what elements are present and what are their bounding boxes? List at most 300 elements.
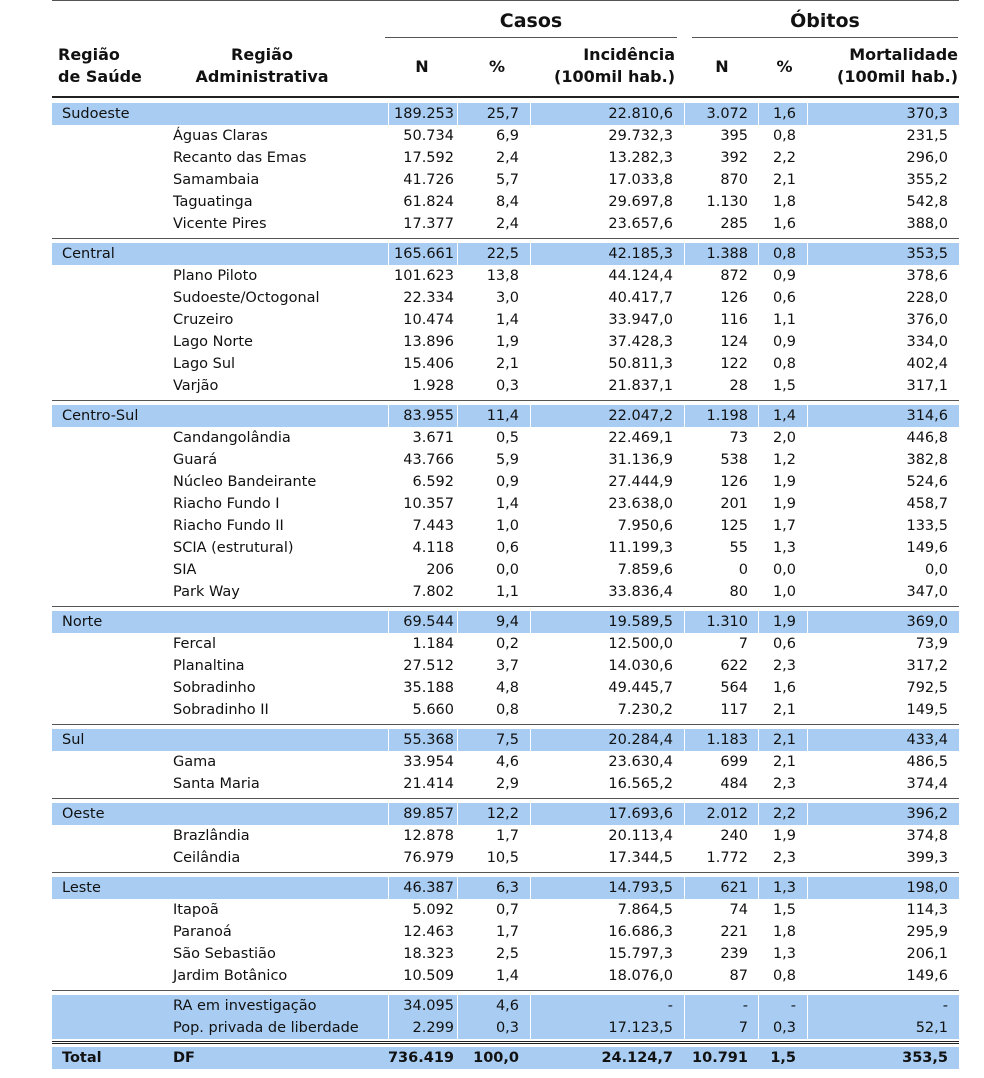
group-header-obitos: Óbitos: [790, 10, 860, 32]
col-header-regiao-saude-line1: Região: [58, 45, 120, 64]
cell-pct: 3,0: [495, 290, 519, 306]
cell-divider: [807, 611, 808, 633]
cell-inc: 16.565,2: [608, 776, 673, 792]
cell-divider: [388, 405, 389, 427]
cell-n: 10.474: [403, 312, 454, 328]
table-row: [52, 899, 959, 921]
region-summary-row: [52, 1017, 959, 1039]
cell-n: 7.443: [412, 518, 454, 534]
col-header-regiao-admin-line2: Administrativa: [195, 67, 329, 86]
header-rule: [52, 96, 959, 98]
region-summary-row: [52, 243, 959, 265]
cell-divider: [684, 103, 685, 125]
cell-pct2: 1,5: [770, 1050, 796, 1066]
cell-n: 4.118: [412, 540, 454, 556]
cell-mort: 370,3: [906, 106, 948, 122]
cell-n2: 28: [729, 378, 748, 394]
cell-mort: 317,1: [906, 378, 948, 394]
cell-pct: 1,9: [495, 334, 519, 350]
cell-n: 69.544: [403, 614, 454, 630]
cell-n: 17.377: [403, 216, 454, 232]
cell-regiao-administrativa: Itapoã: [173, 902, 219, 918]
cell-divider: [457, 405, 458, 427]
table-row: [52, 213, 959, 235]
cell-mort: 149,6: [906, 968, 948, 984]
cell-divider: [684, 405, 685, 427]
cell-divider: [457, 729, 458, 751]
cell-regiao-administrativa: Cruzeiro: [173, 312, 234, 328]
cell-pct: 0,0: [495, 562, 519, 578]
table-row: [52, 515, 959, 537]
cell-divider: [758, 803, 759, 825]
col-header-incidencia: [537, 44, 675, 88]
cell-pct2: 0,9: [772, 268, 796, 284]
cell-n: 35.188: [403, 680, 454, 696]
cell-pct: 0,6: [495, 540, 519, 556]
cell-divider: [807, 877, 808, 899]
cell-mort: 52,1: [915, 1020, 948, 1036]
cell-regiao-administrativa: SCIA (estrutural): [173, 540, 294, 556]
cell-regiao-administrativa: São Sebastião: [173, 946, 276, 962]
cell-mort: 228,0: [906, 290, 948, 306]
cell-n2: 125: [720, 518, 748, 534]
cell-pct: 5,7: [495, 172, 519, 188]
cell-inc: 44.124,4: [608, 268, 673, 284]
cell-inc: -: [667, 998, 673, 1014]
cell-pct2: 0,8: [772, 128, 796, 144]
cell-inc: 33.947,0: [608, 312, 673, 328]
cell-mort: 355,2: [906, 172, 948, 188]
cell-regiao-saude: Oeste: [62, 806, 105, 822]
cell-regiao-saude: Leste: [62, 880, 101, 896]
cell-inc: 29.732,3: [608, 128, 673, 144]
group-header-casos: Casos: [499, 10, 563, 32]
cell-pct2: 1,6: [772, 680, 796, 696]
cell-divider: [758, 729, 759, 751]
cell-pct2: 0,6: [772, 636, 796, 652]
cell-divider: [457, 103, 458, 125]
cell-n2: 87: [729, 968, 748, 984]
cell-n2: 240: [720, 828, 748, 844]
col-header-regiao-admin: [172, 44, 352, 88]
cell-pct: 1,7: [495, 828, 519, 844]
cell-divider: [530, 405, 531, 427]
cell-pct2: 2,3: [772, 658, 796, 674]
row-separator: [52, 987, 959, 995]
cell-divider: [457, 611, 458, 633]
cell-mort: 149,6: [906, 540, 948, 556]
cell-regiao-administrativa: Candangolândia: [173, 430, 291, 446]
cell-n2: 621: [720, 880, 748, 896]
cell-inc: 27.444,9: [608, 474, 673, 490]
cell-divider: [807, 803, 808, 825]
cell-mort: 388,0: [906, 216, 948, 232]
cell-pct2: 2,1: [772, 172, 796, 188]
cell-inc: 7.230,2: [617, 702, 673, 718]
cell-inc: 29.697,8: [608, 194, 673, 210]
cell-pct: 2,4: [495, 150, 519, 166]
table-row: [52, 471, 959, 493]
cell-n2: 392: [720, 150, 748, 166]
cell-regiao-saude: Sul: [62, 732, 85, 748]
table-row: [52, 353, 959, 375]
cell-mort: 149,5: [906, 702, 948, 718]
cell-regiao-administrativa: Santa Maria: [173, 776, 260, 792]
cell-divider: [684, 611, 685, 633]
cell-divider: [684, 877, 685, 899]
cell-inc: 20.113,4: [608, 828, 673, 844]
cell-pct2: 1,1: [772, 312, 796, 328]
cell-n: 50.734: [403, 128, 454, 144]
cell-divider: [457, 1017, 458, 1039]
cell-regiao-administrativa: SIA: [173, 562, 197, 578]
cell-regiao-administrativa: Riacho Fundo I: [173, 496, 280, 512]
cell-n2: 7: [738, 636, 748, 652]
cell-mort: 433,4: [906, 732, 948, 748]
cell-n2: 124: [720, 334, 748, 350]
col-header-mortalidade: [812, 44, 958, 88]
cell-pct: 7,5: [495, 732, 519, 748]
cell-divider: [388, 729, 389, 751]
cell-regiao-administrativa: Planaltina: [173, 658, 245, 674]
cell-inc: 17.123,5: [608, 1020, 673, 1036]
cell-n2: 221: [720, 924, 748, 940]
cell-n2: 1.772: [706, 850, 748, 866]
cell-pct: 2,1: [495, 356, 519, 372]
region-summary-row: [52, 729, 959, 751]
cell-pct2: 0,8: [772, 968, 796, 984]
cell-pct2: 0,0: [772, 562, 796, 578]
cell-n: 3.671: [412, 430, 454, 446]
cell-inc: 23.638,0: [608, 496, 673, 512]
table-row: [52, 921, 959, 943]
cell-inc: 50.811,3: [608, 356, 673, 372]
cell-inc: 18.076,0: [608, 968, 673, 984]
cell-n2: 2.012: [706, 806, 748, 822]
cell-n2: 872: [720, 268, 748, 284]
cell-n: 189.253: [394, 106, 454, 122]
cell-pct2: 1,3: [772, 946, 796, 962]
cell-regiao-administrativa: Lago Norte: [173, 334, 253, 350]
cell-mort: 486,5: [906, 754, 948, 770]
table-row: [52, 125, 959, 147]
cell-pct: 1,4: [495, 312, 519, 328]
cell-pct2: 1,4: [772, 408, 796, 424]
col-header-mortalidade-line1: Mortalidade: [849, 45, 958, 64]
cell-mort: 399,3: [906, 850, 948, 866]
region-summary-row: [52, 103, 959, 125]
cell-inc: 24.124,7: [601, 1050, 673, 1066]
table-row: [52, 375, 959, 397]
table-row: [52, 847, 959, 869]
cell-regiao-saude: Sudoeste: [62, 106, 130, 122]
cell-regiao-administrativa: Guará: [173, 452, 218, 468]
cell-pct2: 2,2: [772, 806, 796, 822]
cell-pct2: 1,9: [772, 614, 796, 630]
cell-pct2: 1,6: [772, 216, 796, 232]
cell-n2: 1.388: [706, 246, 748, 262]
region-summary-row: [52, 803, 959, 825]
cell-regiao-administrativa: Fercal: [173, 636, 216, 652]
cell-n: 206: [426, 562, 454, 578]
cell-pct: 4,6: [495, 754, 519, 770]
cell-mort: 524,6: [906, 474, 948, 490]
cell-mort: 376,0: [906, 312, 948, 328]
table-row: [52, 191, 959, 213]
cell-divider: [388, 803, 389, 825]
cell-n: 46.387: [403, 880, 454, 896]
cell-n2: 239: [720, 946, 748, 962]
table-row: [52, 773, 959, 795]
cell-n: 2.299: [412, 1020, 454, 1036]
cell-n2: 699: [720, 754, 748, 770]
cell-regiao-saude: Total: [62, 1050, 102, 1066]
cell-n2: 201: [720, 496, 748, 512]
cell-n2: 395: [720, 128, 748, 144]
group-rule-casos: [385, 37, 677, 38]
cell-divider: [457, 803, 458, 825]
cell-divider: [684, 243, 685, 265]
cell-mort: 382,8: [906, 452, 948, 468]
cell-divider: [388, 103, 389, 125]
cell-pct2: 2,2: [772, 150, 796, 166]
cell-n2: 122: [720, 356, 748, 372]
cell-mort: 314,6: [906, 408, 948, 424]
col-header-mortalidade-line2: (100mil hab.): [837, 67, 958, 86]
cell-divider: [684, 995, 685, 1017]
cell-regiao-administrativa: Brazlândia: [173, 828, 250, 844]
cell-pct2: 2,1: [772, 702, 796, 718]
cell-divider: [807, 243, 808, 265]
cell-n2: 484: [720, 776, 748, 792]
cell-inc: 19.589,5: [608, 614, 673, 630]
cell-mort: 206,1: [906, 946, 948, 962]
cell-inc: 31.136,9: [608, 452, 673, 468]
cell-n2: 1.198: [706, 408, 748, 424]
cell-n: 15.406: [403, 356, 454, 372]
cell-divider: [684, 729, 685, 751]
table-row: [52, 751, 959, 773]
cell-mort: 353,5: [906, 246, 948, 262]
cell-pct: 2,9: [495, 776, 519, 792]
cell-divider: [807, 1017, 808, 1039]
cell-mort: 374,4: [906, 776, 948, 792]
row-separator: [52, 397, 959, 405]
table-row: [52, 677, 959, 699]
cell-n2: 0: [738, 562, 748, 578]
cell-n: 76.979: [403, 850, 454, 866]
cell-regiao-administrativa: Águas Claras: [173, 128, 268, 144]
cell-pct: 10,5: [486, 850, 519, 866]
cell-n: 89.857: [403, 806, 454, 822]
cell-n2: 117: [720, 702, 748, 718]
cell-mort: 73,9: [915, 636, 948, 652]
cell-inc: 33.836,4: [608, 584, 673, 600]
cell-divider: [758, 103, 759, 125]
cell-pct: 0,5: [495, 430, 519, 446]
cell-regiao-administrativa: Samambaia: [173, 172, 260, 188]
cell-n: 22.334: [403, 290, 454, 306]
cell-inc: 20.284,4: [608, 732, 673, 748]
table-row: [52, 1047, 959, 1069]
cell-pct2: 0,8: [772, 356, 796, 372]
cell-mort: 353,5: [902, 1050, 948, 1066]
cell-n: 736.419: [387, 1050, 454, 1066]
cell-pct: 5,9: [495, 452, 519, 468]
table-row: [52, 449, 959, 471]
cell-inc: 11.199,3: [608, 540, 673, 556]
cell-divider: [530, 611, 531, 633]
cell-inc: 17.033,8: [608, 172, 673, 188]
top-rule: [52, 0, 959, 1]
cell-n2: 1.183: [706, 732, 748, 748]
cell-divider: [758, 243, 759, 265]
cell-regiao-administrativa: Riacho Fundo II: [173, 518, 284, 534]
cell-pct: 3,7: [495, 658, 519, 674]
cell-pct: 11,4: [486, 408, 519, 424]
cell-pct: 0,8: [495, 702, 519, 718]
cell-inc: 14.793,5: [608, 880, 673, 896]
cell-pct2: 1,3: [772, 880, 796, 896]
col-header-casos-n: N: [415, 57, 429, 76]
cell-regiao-administrativa: RA em investigação: [173, 998, 317, 1014]
cell-n2: 1.310: [706, 614, 748, 630]
cell-n2: 126: [720, 290, 748, 306]
cell-divider: [457, 877, 458, 899]
cell-divider: [530, 243, 531, 265]
cell-pct: 2,4: [495, 216, 519, 232]
cell-n: 165.661: [394, 246, 454, 262]
cell-pct: 6,3: [495, 880, 519, 896]
cell-regiao-saude: Centro-Sul: [62, 408, 139, 424]
cell-mort: 0,0: [924, 562, 948, 578]
cell-mort: 231,5: [906, 128, 948, 144]
cell-pct2: 2,1: [772, 754, 796, 770]
cell-n: 34.095: [403, 998, 454, 1014]
cell-pct2: 1,5: [772, 378, 796, 394]
cell-regiao-administrativa: Ceilândia: [173, 850, 241, 866]
table-row: [52, 559, 959, 581]
cell-n: 1.184: [412, 636, 454, 652]
col-header-regiao-admin-line1: Região: [231, 45, 293, 64]
cell-pct: 1,0: [495, 518, 519, 534]
cell-pct: 1,4: [495, 496, 519, 512]
cell-n2: 538: [720, 452, 748, 468]
cell-n2: 116: [720, 312, 748, 328]
cell-n2: -: [742, 998, 748, 1014]
cell-regiao-administrativa: Sobradinho: [173, 680, 256, 696]
cell-pct2: 1,8: [772, 924, 796, 940]
cell-pct2: 1,9: [772, 496, 796, 512]
cell-pct2: 0,3: [772, 1020, 796, 1036]
cell-pct2: 2,3: [772, 776, 796, 792]
cell-pct: 9,4: [495, 614, 519, 630]
table-row: [52, 493, 959, 515]
cell-regiao-administrativa: Pop. privada de liberdade: [173, 1020, 359, 1036]
cell-n: 55.368: [403, 732, 454, 748]
cell-pct2: 1,2: [772, 452, 796, 468]
cell-pct2: 2,1: [772, 732, 796, 748]
cell-divider: [530, 877, 531, 899]
cell-inc: 37.428,3: [608, 334, 673, 350]
table-row: [52, 581, 959, 603]
region-summary-row: [52, 611, 959, 633]
cell-mort: 317,2: [906, 658, 948, 674]
cell-regiao-administrativa: Núcleo Bandeirante: [173, 474, 317, 490]
cell-divider: [758, 405, 759, 427]
table-row: [52, 309, 959, 331]
cell-mort: 792,5: [906, 680, 948, 696]
cell-mort: 295,9: [906, 924, 948, 940]
cell-pct: 1,1: [495, 584, 519, 600]
cell-n: 43.766: [403, 452, 454, 468]
cell-inc: 22.047,2: [608, 408, 673, 424]
cell-n: 5.092: [412, 902, 454, 918]
cell-mort: 347,0: [906, 584, 948, 600]
cell-inc: 40.417,7: [608, 290, 673, 306]
cell-n: 21.414: [403, 776, 454, 792]
cell-divider: [388, 1017, 389, 1039]
table-row: [52, 965, 959, 987]
region-summary-row: [52, 877, 959, 899]
cell-mort: 542,8: [906, 194, 948, 210]
cell-regiao-administrativa: Lago Sul: [173, 356, 236, 372]
cell-n: 12.463: [403, 924, 454, 940]
cell-regiao-administrativa: Recanto das Emas: [173, 150, 307, 166]
cell-inc: 17.344,5: [608, 850, 673, 866]
region-summary-row: [52, 405, 959, 427]
cell-inc: 14.030,6: [608, 658, 673, 674]
col-header-obitos-pct: %: [776, 57, 793, 76]
table-body: [52, 103, 959, 1069]
cell-divider: [530, 803, 531, 825]
cell-inc: 22.469,1: [608, 430, 673, 446]
col-header-casos-pct: %: [488, 57, 506, 76]
cell-divider: [530, 1017, 531, 1039]
cell-pct: 0,9: [495, 474, 519, 490]
cell-divider: [388, 877, 389, 899]
cell-n: 13.896: [403, 334, 454, 350]
cell-pct2: 1,9: [772, 474, 796, 490]
cell-pct2: 1,3: [772, 540, 796, 556]
cell-n2: 73: [729, 430, 748, 446]
cell-n2: 3.072: [706, 106, 748, 122]
cell-regiao-administrativa: DF: [173, 1050, 195, 1066]
cell-regiao-administrativa: Gama: [173, 754, 217, 770]
cell-mort: 114,3: [906, 902, 948, 918]
row-separator: [52, 795, 959, 803]
cell-pct2: 2,0: [772, 430, 796, 446]
row-separator: [52, 235, 959, 243]
cell-n2: 285: [720, 216, 748, 232]
cell-inc: 12.500,0: [608, 636, 673, 652]
cell-pct: 0,3: [495, 1020, 519, 1036]
table-row: [52, 331, 959, 353]
cell-pct: 4,6: [495, 998, 519, 1014]
cell-mort: 369,0: [906, 614, 948, 630]
cell-inc: 16.686,3: [608, 924, 673, 940]
cell-pct: 22,5: [486, 246, 519, 262]
cell-n: 83.955: [403, 408, 454, 424]
col-header-incidencia-line1: Incidência: [583, 45, 675, 64]
table-row: [52, 633, 959, 655]
cell-n: 6.592: [412, 474, 454, 490]
cell-n: 1.928: [412, 378, 454, 394]
cell-pct: 0,7: [495, 902, 519, 918]
col-header-incidencia-line2: (100mil hab.): [554, 67, 675, 86]
cell-regiao-administrativa: Jardim Botânico: [173, 968, 288, 984]
cell-mort: 198,0: [906, 880, 948, 896]
